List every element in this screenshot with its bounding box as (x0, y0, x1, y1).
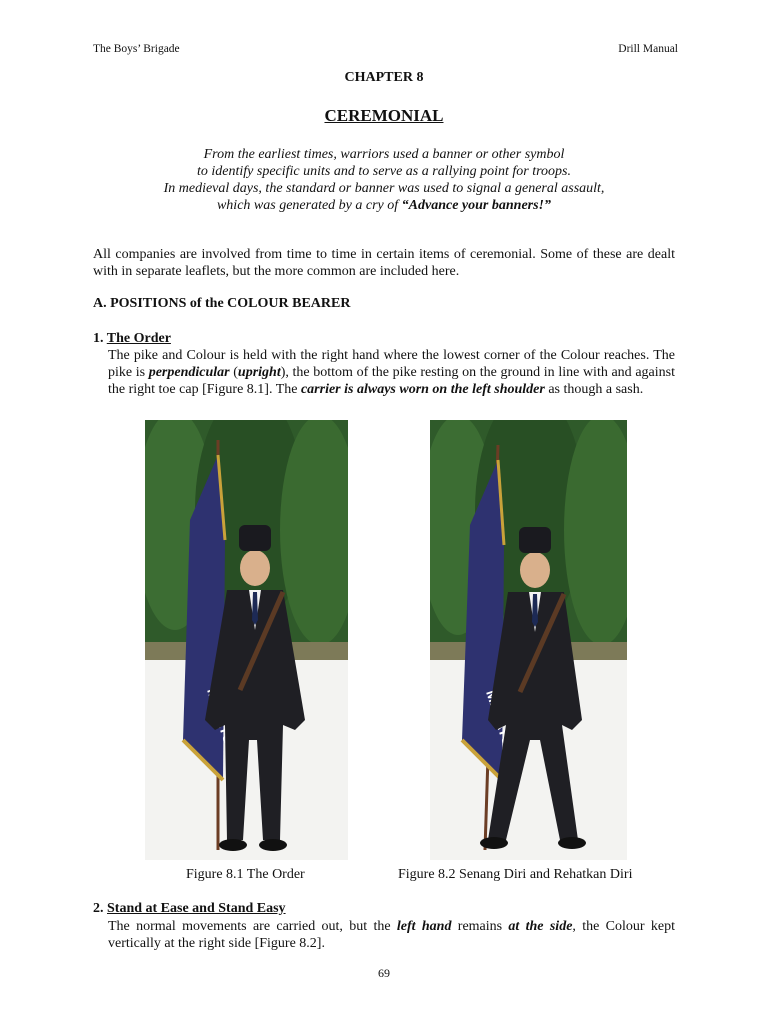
item-heading-2 (93, 901, 286, 917)
epigraph-text: which was generated by a cry of (216, 198, 402, 213)
item-paragraph-1 (108, 347, 675, 398)
epigraph-line-3: In medieval days, the standard or banner was used to signal a general assault, (163, 181, 605, 196)
page-number: 69 (378, 966, 390, 980)
text-run: as though a sash. (544, 382, 644, 397)
epigraph-line-1: From the earliest times, warriors used a banner or other symbol (203, 147, 565, 162)
item-number: 1. (93, 331, 107, 346)
text-run: remains (451, 919, 509, 934)
text-run: The pike and Colour is held with the right hand where the lowest corner of the Colour reaches. The pike is (108, 348, 675, 380)
text-run: ), the bottom of the pike resting on the ground in line with and against the right toe cap [Figure 8.1]. The (108, 365, 675, 397)
emphasis: at the side (508, 919, 573, 934)
epigraph-line-4 (0, 197, 768, 214)
intro-paragraph: All companies are involved from time to time in certain items of ceremonial. Some of these are dealt with in separate leaflets, but the more common are included here. (93, 247, 675, 279)
running-header-right: Drill Manual (618, 43, 678, 55)
emphasis: carrier is always worn on the left shoulder (300, 382, 545, 397)
item-title: Stand at Ease and Stand Easy (107, 901, 286, 916)
figure-8-2-photo (430, 420, 627, 860)
epigraph-cry: “Advance your banners!” (401, 198, 552, 213)
text-run: ( (229, 365, 238, 380)
emphasis: upright (237, 365, 281, 380)
figure-caption-2: Figure 8.2 Senang Diri and Rehatkan Diri (398, 867, 633, 882)
item-number: 2. (93, 901, 107, 916)
item-paragraph-2 (108, 918, 675, 952)
text-run: The normal movements are carried out, but the (108, 919, 397, 934)
epigraph (0, 146, 768, 214)
item-heading-1 (93, 331, 171, 347)
page-title: CEREMONIAL (324, 106, 444, 125)
item-title: The Order (106, 331, 171, 346)
emphasis: left hand (396, 919, 452, 934)
section-heading: A. POSITIONS of the COLOUR BEARER (93, 296, 351, 311)
epigraph-line-2: to identify specific units and to serve as a rallying point for troops. (197, 164, 571, 179)
figure-8-1-photo (145, 420, 348, 860)
figure-caption-1: Figure 8.1 The Order (186, 867, 305, 882)
running-header-left: The Boys’ Brigade (93, 43, 180, 55)
text-run: , the Colour kept vertically at the right side [Figure 8.2]. (108, 919, 675, 951)
emphasis: perpendicular (148, 365, 230, 380)
chapter-heading: CHAPTER 8 (344, 70, 424, 85)
